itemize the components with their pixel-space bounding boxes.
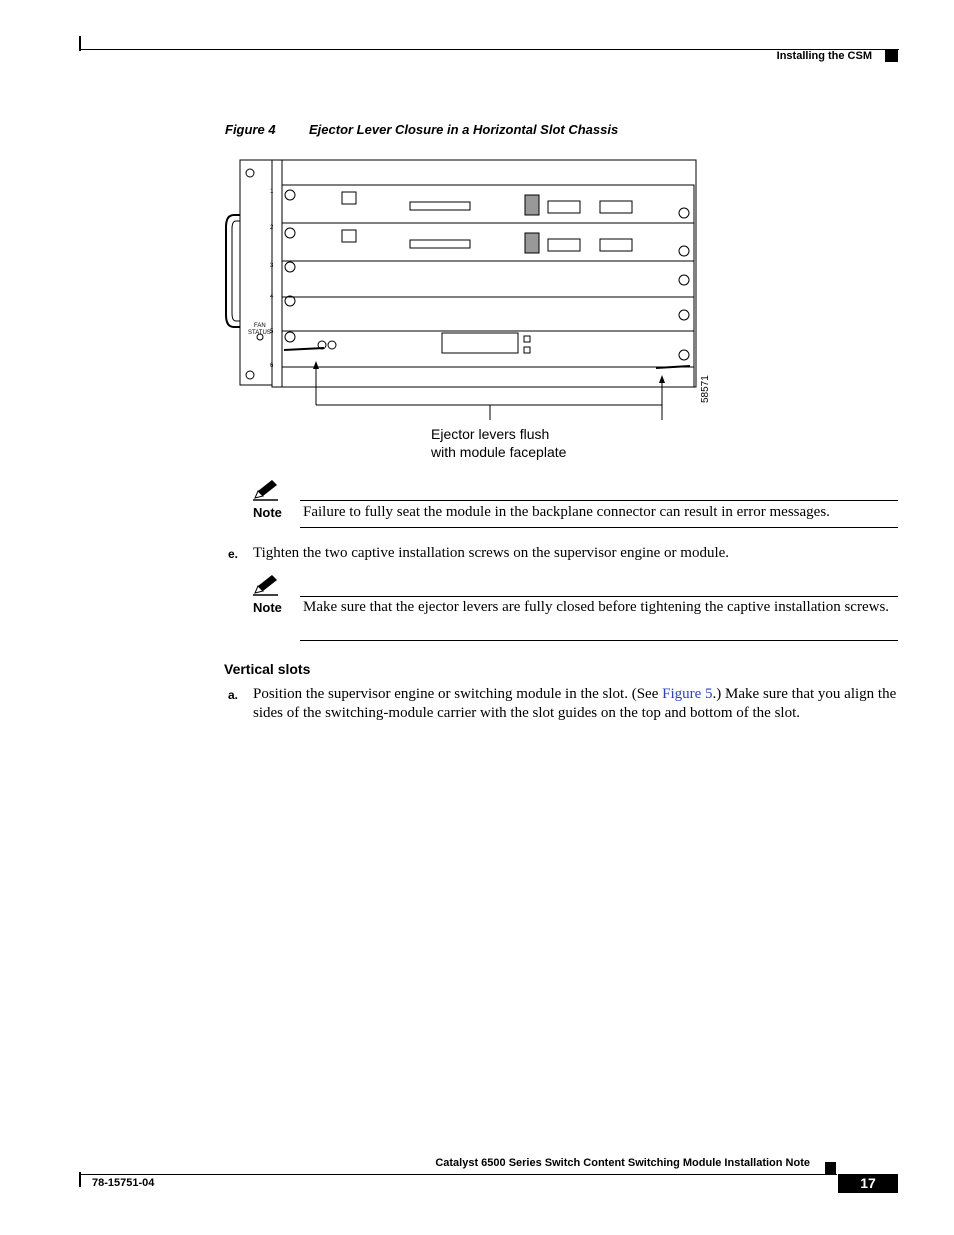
chassis-side-rail — [240, 160, 272, 385]
slot-1-console-port — [342, 192, 356, 204]
step-e-text: Tighten the two captive installation screws on the supervisor engine or module. — [253, 545, 730, 561]
figure-5-link[interactable]: Figure 5 — [662, 686, 713, 702]
slot-3-screw-right — [679, 275, 689, 285]
slot-2-port-1 — [548, 239, 580, 251]
note-1-top-rule — [300, 500, 898, 501]
slot-1-pcmcia — [410, 202, 470, 210]
slot-2-port-2 — [600, 239, 632, 251]
pencil-icon — [252, 478, 280, 502]
step-a-text-after: .) Make sure that you align the sides of the switching-module carrier with the slot guides on the top and bottom of the slot. — [253, 686, 897, 721]
figure-label: Figure 4 — [225, 122, 276, 137]
ejector-lever-left — [284, 348, 324, 350]
slot-2-screw-right — [679, 246, 689, 256]
slot-5-module — [282, 331, 694, 367]
note-1-text: Failure to fully seat the module in the backplane connector can result in error messages. — [303, 504, 830, 520]
pencil-icon — [252, 573, 280, 597]
vertical-slots-heading: Vertical slots — [224, 661, 311, 677]
chassis-illustration — [220, 155, 720, 420]
footer-rule — [79, 1174, 837, 1175]
header-section-title: Installing the CSM — [776, 50, 872, 62]
slot-1-screw — [285, 190, 295, 200]
slot-number-4: 4 — [270, 294, 274, 300]
slot-2-pcmcia — [410, 240, 470, 248]
footer-marker — [825, 1162, 836, 1174]
note-1-bottom-rule — [300, 527, 898, 528]
art-number: 58571 — [700, 375, 711, 403]
step-a-text-before: Position the supervisor engine or switching module in the slot. (See — [253, 686, 663, 702]
status-label: STATUS — [248, 330, 271, 336]
footer-doc-number: 78-15751-04 — [92, 1177, 155, 1189]
callout-line-2: with module faceplate — [431, 444, 567, 460]
ejector-lever-right — [656, 366, 690, 368]
slot-1-screw-right — [679, 208, 689, 218]
step-a-text — [253, 685, 901, 723]
slot-5-button-1 — [524, 336, 530, 342]
header-marker — [885, 50, 898, 62]
chassis-handle-inner — [232, 221, 240, 321]
slot-3-screw — [285, 262, 295, 272]
slot-number-6: 6 — [270, 363, 274, 369]
slot-number-1: 1 — [270, 189, 274, 195]
callout-arrow-left — [313, 361, 319, 369]
note-2-bottom-rule — [300, 640, 898, 641]
slot-5-screw — [285, 332, 295, 342]
figure-caption — [225, 122, 619, 137]
step-a-label: a. — [228, 688, 239, 702]
slot-2-screw — [285, 228, 295, 238]
slot-5-led-2 — [328, 341, 336, 349]
figure-caption-text: Ejector Lever Closure in a Horizontal Slot Chassis — [309, 122, 619, 137]
note-2-text: Make sure that the ejector levers are fully closed before tightening the captive installation screws. — [303, 599, 890, 615]
chassis-handle — [226, 215, 240, 327]
slot-5-display — [442, 333, 518, 353]
note-2-top-rule — [300, 596, 898, 597]
page-number: 17 — [838, 1174, 898, 1193]
slot-3-blank — [282, 261, 694, 297]
callout-line-1: Ejector levers flush — [431, 426, 550, 442]
note-2-label: Note — [253, 600, 282, 615]
slot-5-button-2 — [524, 347, 530, 353]
slot-6-module — [282, 367, 694, 387]
slot-number-5: 5 — [270, 329, 274, 335]
slot-1-port-2 — [600, 201, 632, 213]
slot-1-uplink-cage — [525, 195, 539, 215]
slot-2-console-port — [342, 230, 356, 242]
slot-4-screw-right — [679, 310, 689, 320]
slot-4-blank — [282, 297, 694, 331]
slot-5-screw-right — [679, 350, 689, 360]
slot-1-port-1 — [548, 201, 580, 213]
slot-number-2: 2 — [270, 225, 274, 231]
note-1-label: Note — [253, 505, 282, 520]
figure-callout — [431, 425, 566, 461]
slot-number-3: 3 — [270, 263, 274, 269]
fan-label: FAN — [254, 323, 266, 329]
footer-doc-title: Catalyst 6500 Series Switch Content Switching Module Installation Note — [435, 1157, 810, 1169]
rail-screw-top — [246, 169, 254, 177]
step-e-label: e. — [228, 547, 239, 561]
callout-arrow-right — [659, 375, 665, 383]
slot-2-uplink-cage — [525, 233, 539, 253]
rail-screw-bottom — [246, 371, 254, 379]
